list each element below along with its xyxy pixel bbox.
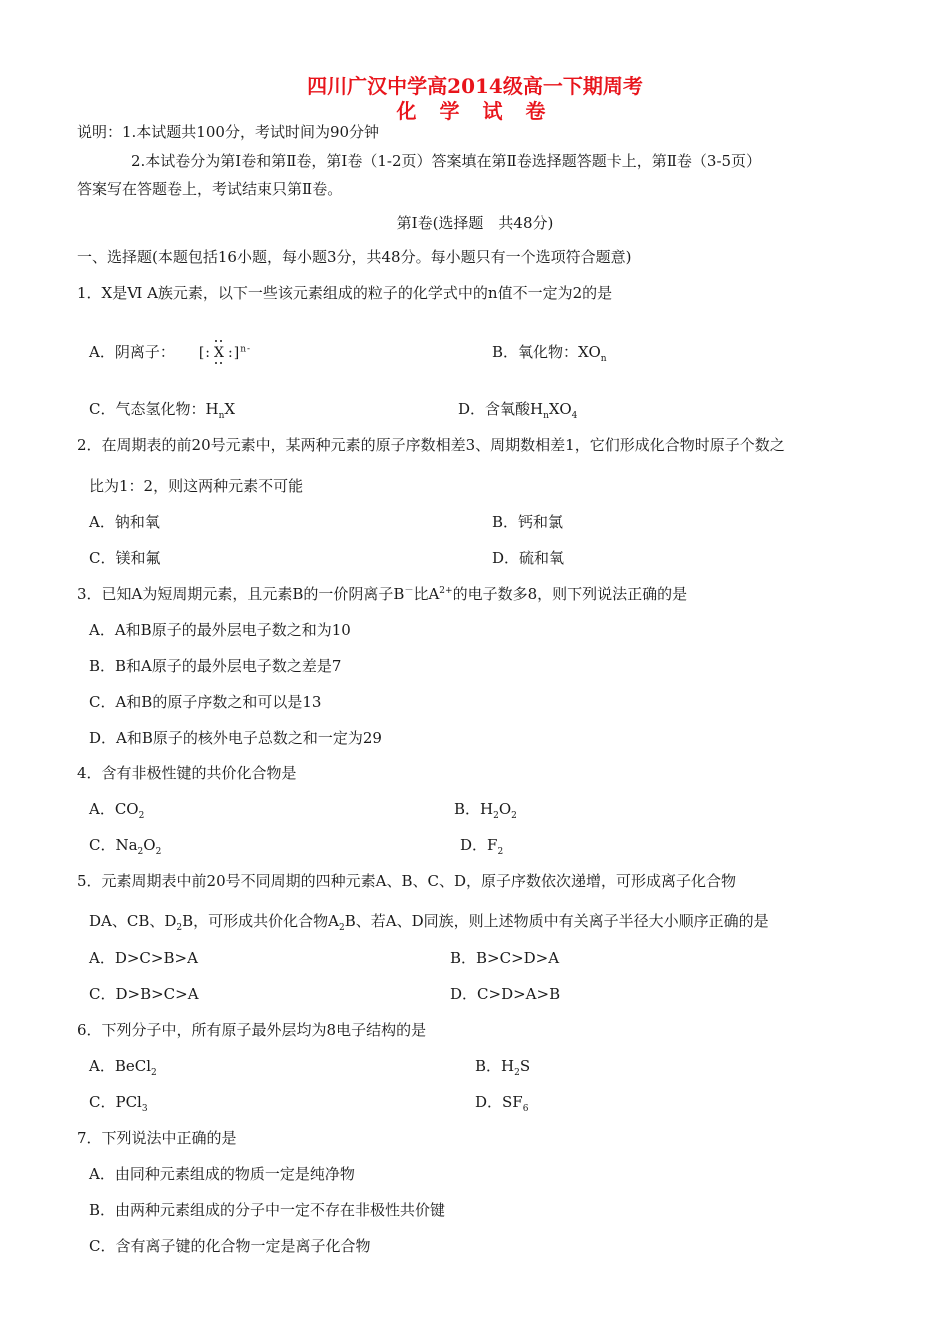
subscript: 2 [155,847,162,857]
question-5-stem-1: 5．元素周期表中前20号不同周期的四种元素A、B、C、D，原子序数依次递增，可形成离子化合物 [77,872,736,890]
subscript: 2 [514,1068,520,1078]
question-5-stem-2 [89,911,769,931]
subscript: 4 [571,411,578,421]
lewis-right-bracket: :] [228,345,241,361]
option-text: O [498,800,512,818]
subscript: 2 [137,847,144,857]
question-6-option-b [475,1056,530,1076]
question-4-option-b [454,799,517,819]
option-text: A．CO [89,800,139,818]
question-5-option-d: D．C>D>A>B [450,985,561,1003]
stem-part: 的电子数多8，则下列说法正确的是 [452,585,688,603]
option-text: B．H [454,800,494,818]
question-4-option-c [89,835,161,855]
question-3-stem [77,584,687,604]
note-line-3: 答案写在答题卷上，考试结束只第Ⅱ卷。 [77,180,343,198]
option-text: O [143,836,156,854]
subscript: 2 [493,811,499,821]
question-3-option-c: C．A和B的原子序数之和可以是13 [89,693,322,711]
stem-part: B、若A、D同族，则上述物质中有关离子半径大小顺序正确的是 [344,912,769,930]
exam-subtitle: 化 学 试 卷 [396,99,554,123]
question-6-option-d [475,1092,528,1112]
option-text: D．F [460,836,498,854]
subscript: n [543,411,549,421]
stem-part: 比A [413,585,440,603]
subscript: n [218,411,225,421]
question-3-option-a: A．A和B原子的最外层电子数之和为10 [89,621,351,639]
question-2-stem-2: 比为1：2，则这两种元素不可能 [89,477,304,495]
exam-title: 四川广汉中学高2014级高一下期周考 [307,74,643,98]
note-line-2: 2.本试卷分为第Ⅰ卷和第Ⅱ卷，第Ⅰ卷（1-2页）答案填在第Ⅱ卷选择题答题卡上，第Ⅱ卷（3-5页） [131,152,762,170]
lewis-left-bracket: [: [198,345,212,361]
question-5-option-b: B．B>C>D>A [450,949,560,967]
subscript: 2 [176,923,183,933]
question-3-option-b: B．B和A原子的最外层电子数之差是7 [89,657,342,675]
option-text: D．SF [475,1093,523,1111]
superscript: 2+ [439,586,453,596]
question-2-stem-1: 2．在周期表的前20号元素中，某两种元素的原子序数相差3、周期数相差1，它们形成化合物时原子个数之 [77,436,785,454]
question-4-option-a [89,799,144,819]
question-7-option-a: A．由同种元素组成的物质一定是纯净物 [89,1165,355,1183]
option-c-tail: X [224,400,236,418]
option-d-text: D．含氧酸H [458,400,544,418]
question-5-option-c: C．D>B>C>A [89,985,199,1003]
subscript: 2 [338,923,345,933]
option-text: C．PCl [89,1093,142,1111]
question-7-option-c: C．含有离子键的化合物一定是离子化合物 [89,1237,371,1255]
superscript: － [404,586,414,596]
question-1-option-c [89,399,235,419]
question-1-option-b [492,342,607,362]
lewis-structure [199,343,251,363]
question-4-option-d [460,835,503,855]
question-7-stem: 7．下列说法中正确的是 [77,1129,237,1147]
lewis-atom [211,343,228,363]
question-1-option-a [89,342,251,363]
question-1-option-d [458,399,577,419]
stem-part: B，可形成共价化合物A [182,912,339,930]
option-d-mid: XO [548,400,572,418]
stem-part: 3．已知A为短周期元素，且元素B的一价阴离子B [77,585,405,603]
subscript: 2 [497,847,504,857]
option-b-text: B．氧化物：XO [492,343,601,361]
section-instruction: 一、选择题(本题包括16小题，每小题3分，共48分。每小题只有一个选项符合题意) [77,248,632,266]
subscript: 6 [522,1104,529,1114]
question-5-option-a: A．D>C>B>A [89,949,198,967]
subscript: 2 [151,1068,157,1078]
question-2-option-b: B．钙和氯 [492,513,564,531]
option-text: B．H [475,1057,515,1075]
option-text: C．Na [89,836,138,854]
question-2-option-c: C．镁和氟 [89,549,161,567]
question-4-stem: 4．含有非极性键的共价化合物是 [77,764,297,782]
question-6-option-c [89,1092,148,1112]
lewis-charge: n- [240,344,252,355]
question-1-stem: 1．X是Ⅵ A族元素，以下一些该元素组成的粒子的化学式中的n值不一定为2的是 [77,284,613,302]
option-text: A．BeCl [89,1057,152,1075]
section-heading: 第Ⅰ卷(选择题 共48分) [396,214,554,232]
question-7-option-b: B．由两种元素组成的分子中一定不存在非极性共价键 [89,1201,446,1219]
subscript: n [600,354,607,364]
question-2-option-a: A．钠和氧 [89,513,160,531]
subscript: 2 [511,811,517,821]
question-3-option-d: D．A和B原子的核外电子总数之和一定为29 [89,729,382,747]
question-6-option-a [89,1056,157,1076]
option-a-label: A．阴离子： [89,343,175,361]
note-line-1: 说明：1.本试题共100分，考试时间为90分钟 [77,123,380,141]
lewis-atom-symbol: X [214,345,225,361]
question-2-option-d: D．硫和氧 [492,549,565,567]
option-text: S [519,1057,531,1075]
option-c-text: C．气态氢化物：H [89,400,219,418]
question-6-stem: 6．下列分子中，所有原子最外层均为8电子结构的是 [77,1021,427,1039]
subscript: 3 [141,1104,148,1114]
stem-part: DA、CB、D [89,912,177,930]
subscript: 2 [138,811,145,821]
